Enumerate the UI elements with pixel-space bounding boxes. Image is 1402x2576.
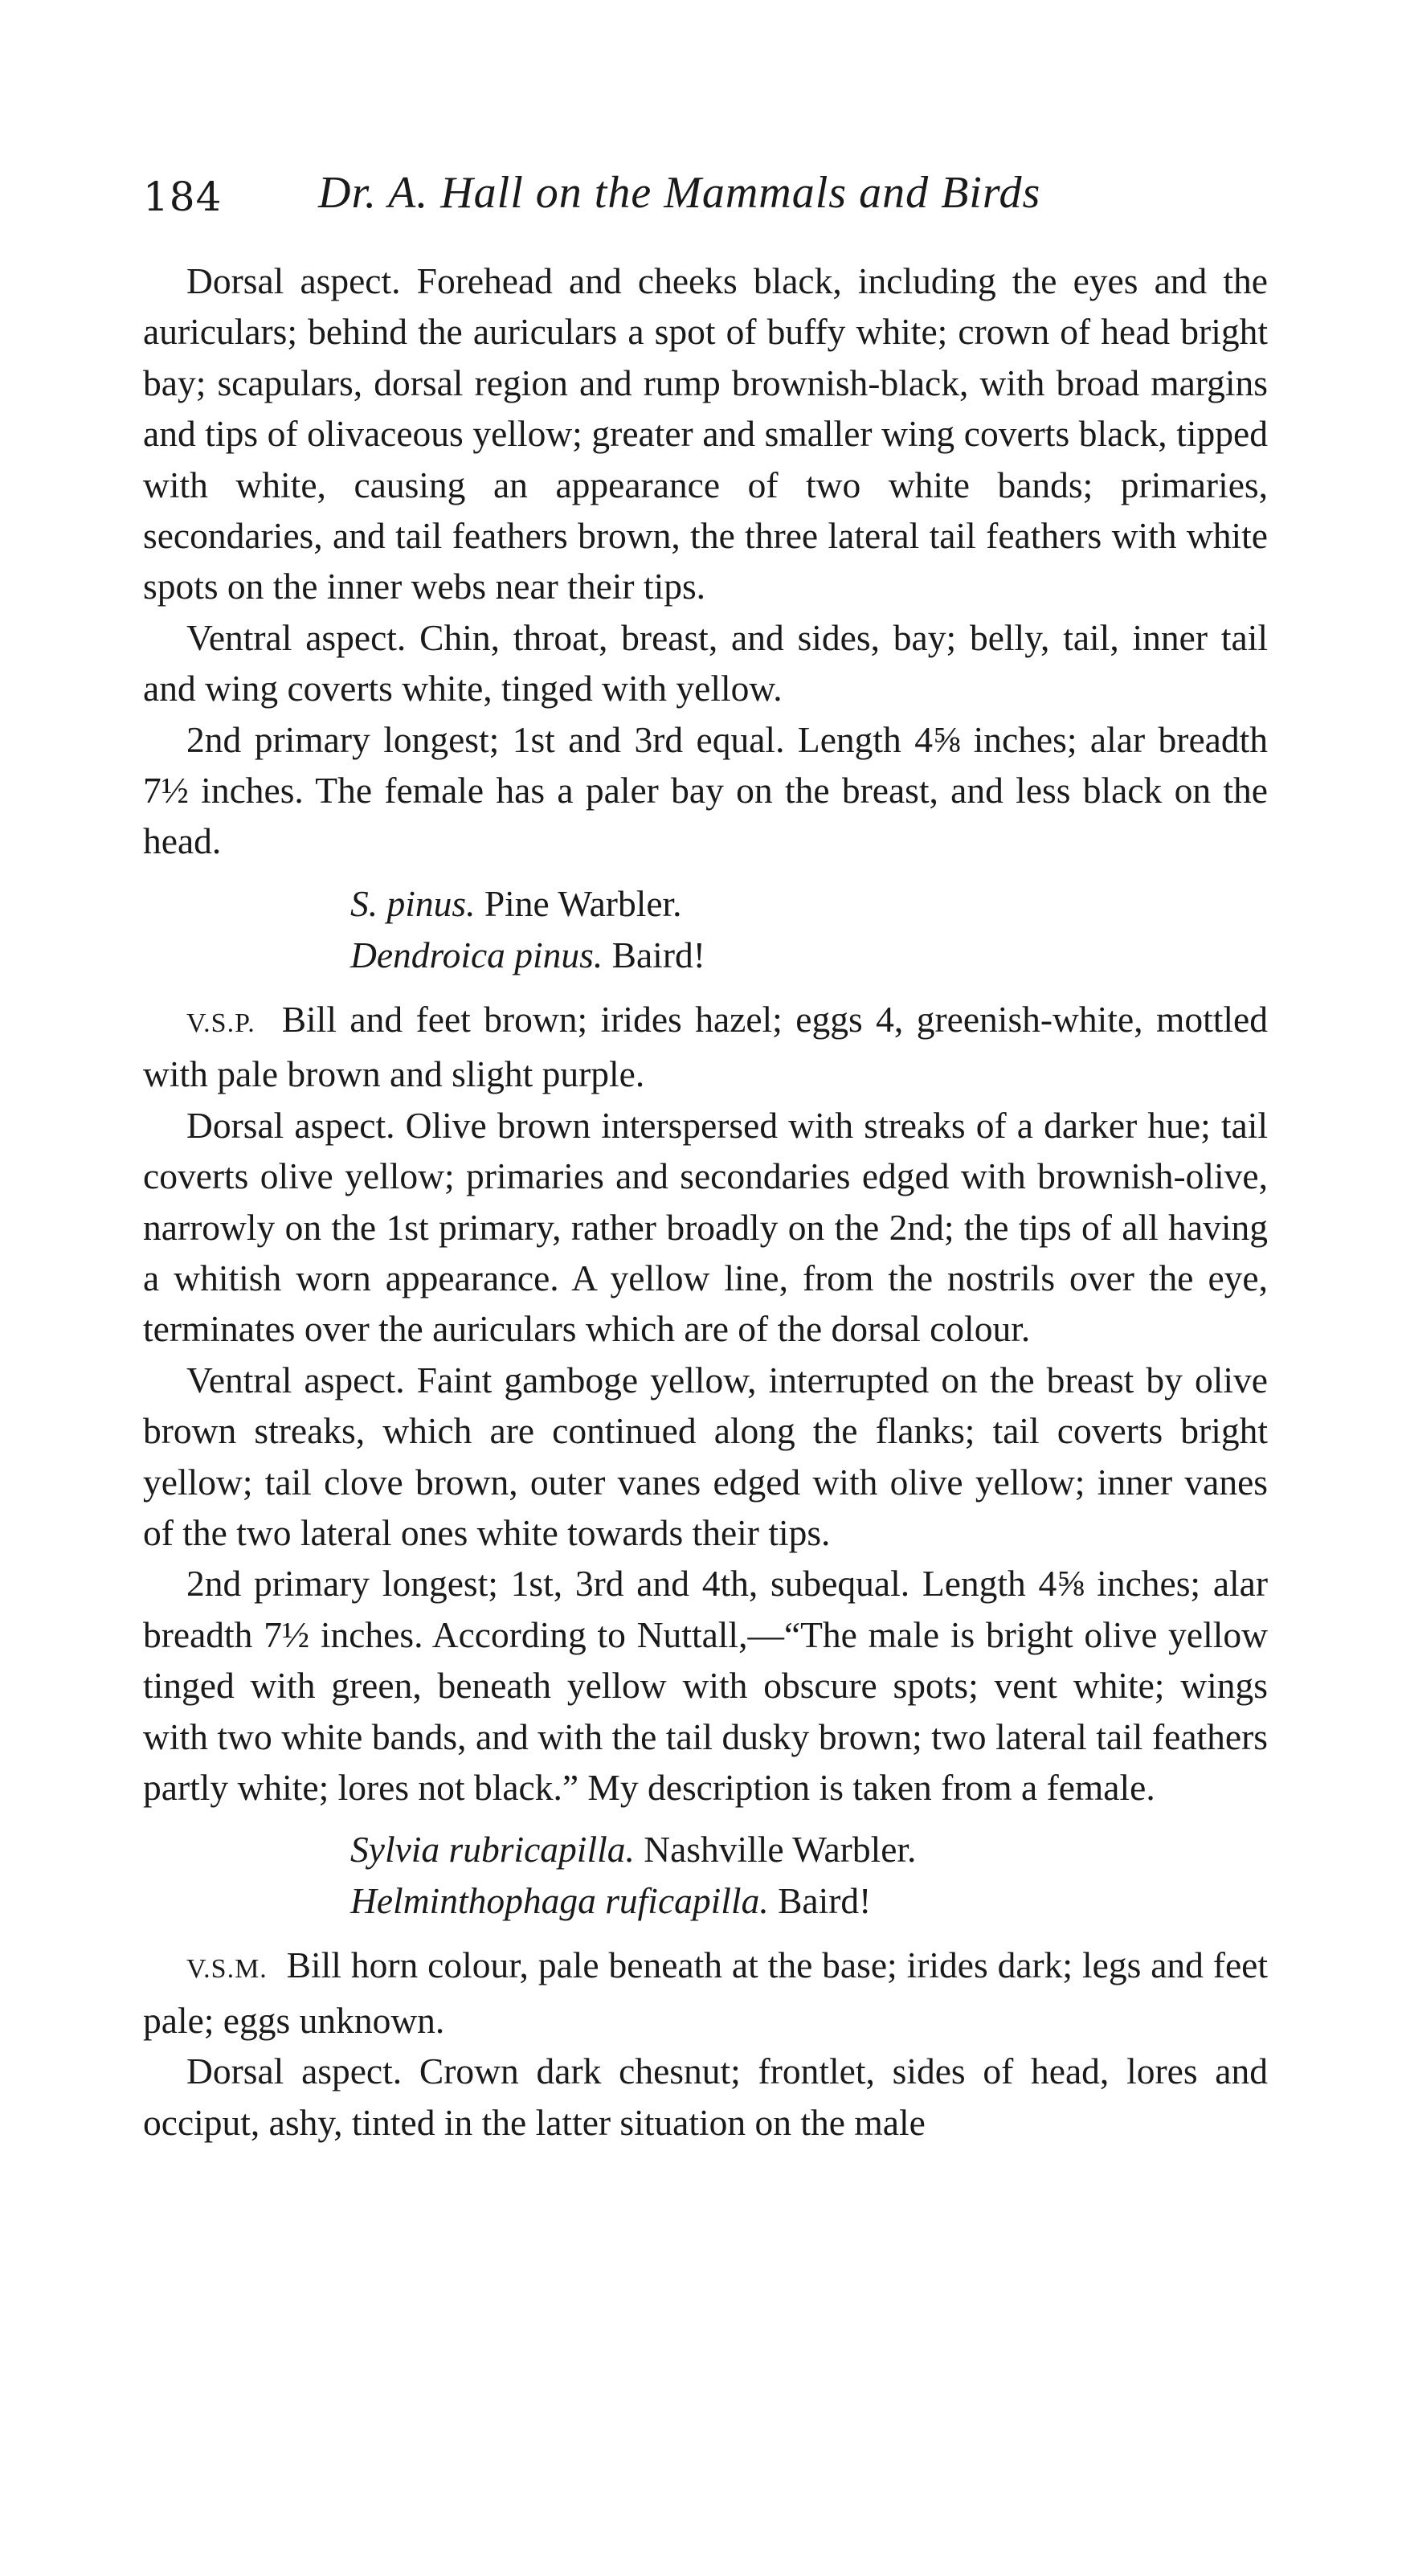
vsp-label: V.S.P. xyxy=(186,1008,255,1038)
vsm-label: V.S.M. xyxy=(186,1954,268,1985)
paragraph-ventral-1: Ventral aspect. Chin, throat, breast, and sides, bay; belly, tail, inner tail and wing coverts white, tinged with yellow. xyxy=(143,616,1268,709)
paragraph-measurements-1: 2nd primary longest; 1st and 3rd equal. Length 4⅝ inches; alar breadth 7½ inches. The female has a paler bay on the breast, and less black on the head. xyxy=(143,718,1268,862)
species-authority: Baird! xyxy=(611,934,705,975)
vsp-text: Bill and feet brown; irides hazel; eggs 4, greenish-white, mottled with pale brown and slight purple. xyxy=(143,998,1268,1095)
paragraph-dorsal-3: Dorsal aspect. Crown dark chesnut; frontlet, sides of head, lores and occiput, ashy, tinted in the latter situation on the male xyxy=(143,2051,1268,2143)
species-synonym-line xyxy=(350,930,1268,981)
species-common-name: Nashville Warbler. xyxy=(644,1829,917,1871)
vsm-text: Bill horn colour, pale beneath at the base; irides dark; legs and feet pale; eggs unknown. xyxy=(143,1944,1268,2041)
paragraph-vsm xyxy=(143,1940,1268,2046)
species-name-line xyxy=(350,1824,1268,1875)
page-header xyxy=(143,167,1276,239)
paragraph-measurements-2: 2nd primary longest; 1st, 3rd and 4th, subequal. Length 4⅝ inches; alar breadth 7½ inches. According to Nuttall,—“The male is bright olive yellow tinged with green, beneath yellow with obscure spots; vent white; wings with two white bands, and with the tail dusky brown; two lateral tail feathers partly white; lores not black.” My description is taken from a female. xyxy=(143,1563,1268,1808)
species-latin-name: Sylvia rubricapilla. xyxy=(350,1829,635,1871)
paragraph-dorsal-2: Dorsal aspect. Olive brown interspersed with streaks of a darker hue; tail coverts olive yellow; primaries and secondaries edged with brownish-olive, narrowly on the 1st primary, rather broadly on the 2nd; the tips of all having a whitish worn appearance. A yellow line, from the nostrils over the eye, terminates over the auriculars which are of the dorsal colour. xyxy=(143,1104,1268,1350)
paragraph-dorsal-1: Dorsal aspect. Forehead and cheeks black, including the eyes and the auriculars; behind the auriculars a spot of buffy white; crown of head bright bay; scapulars, dorsal region and rump brownish-black, with broad margins and tips of olivaceous yellow; greater and smaller wing coverts black, tipped with white, causing an appearance of two white bands; primaries, secondaries, and tail feathers brown, the three lateral tail feathers with white spots on the inner webs near their tips. xyxy=(143,260,1268,607)
species-latin-name: S. pinus. xyxy=(350,882,476,924)
body-text xyxy=(143,256,1268,2148)
species-heading-pine-warbler xyxy=(143,878,1268,981)
species-synonym: Dendroica pinus. xyxy=(350,934,603,975)
running-head: Dr. A. Hall on the Mammals and Birds xyxy=(318,168,1041,218)
page-number: 184 xyxy=(143,174,223,220)
species-synonym-line xyxy=(350,1875,1268,1927)
species-name-line xyxy=(350,878,1268,930)
paragraph-ventral-2: Ventral aspect. Faint gamboge yellow, interrupted on the breast by olive brown streaks, which are continued along the flanks; tail coverts bright yellow; tail clove brown, outer vanes edged with olive yellow; inner vanes of the two lateral ones white towards their tips. xyxy=(143,1359,1268,1553)
species-authority: Baird! xyxy=(778,1880,872,1922)
species-heading-nashville-warbler xyxy=(143,1824,1268,1927)
paragraph-vsp xyxy=(143,994,1268,1100)
species-synonym: Helminthophaga ruficapilla. xyxy=(350,1880,769,1922)
species-common-name: Pine Warbler. xyxy=(484,882,682,924)
